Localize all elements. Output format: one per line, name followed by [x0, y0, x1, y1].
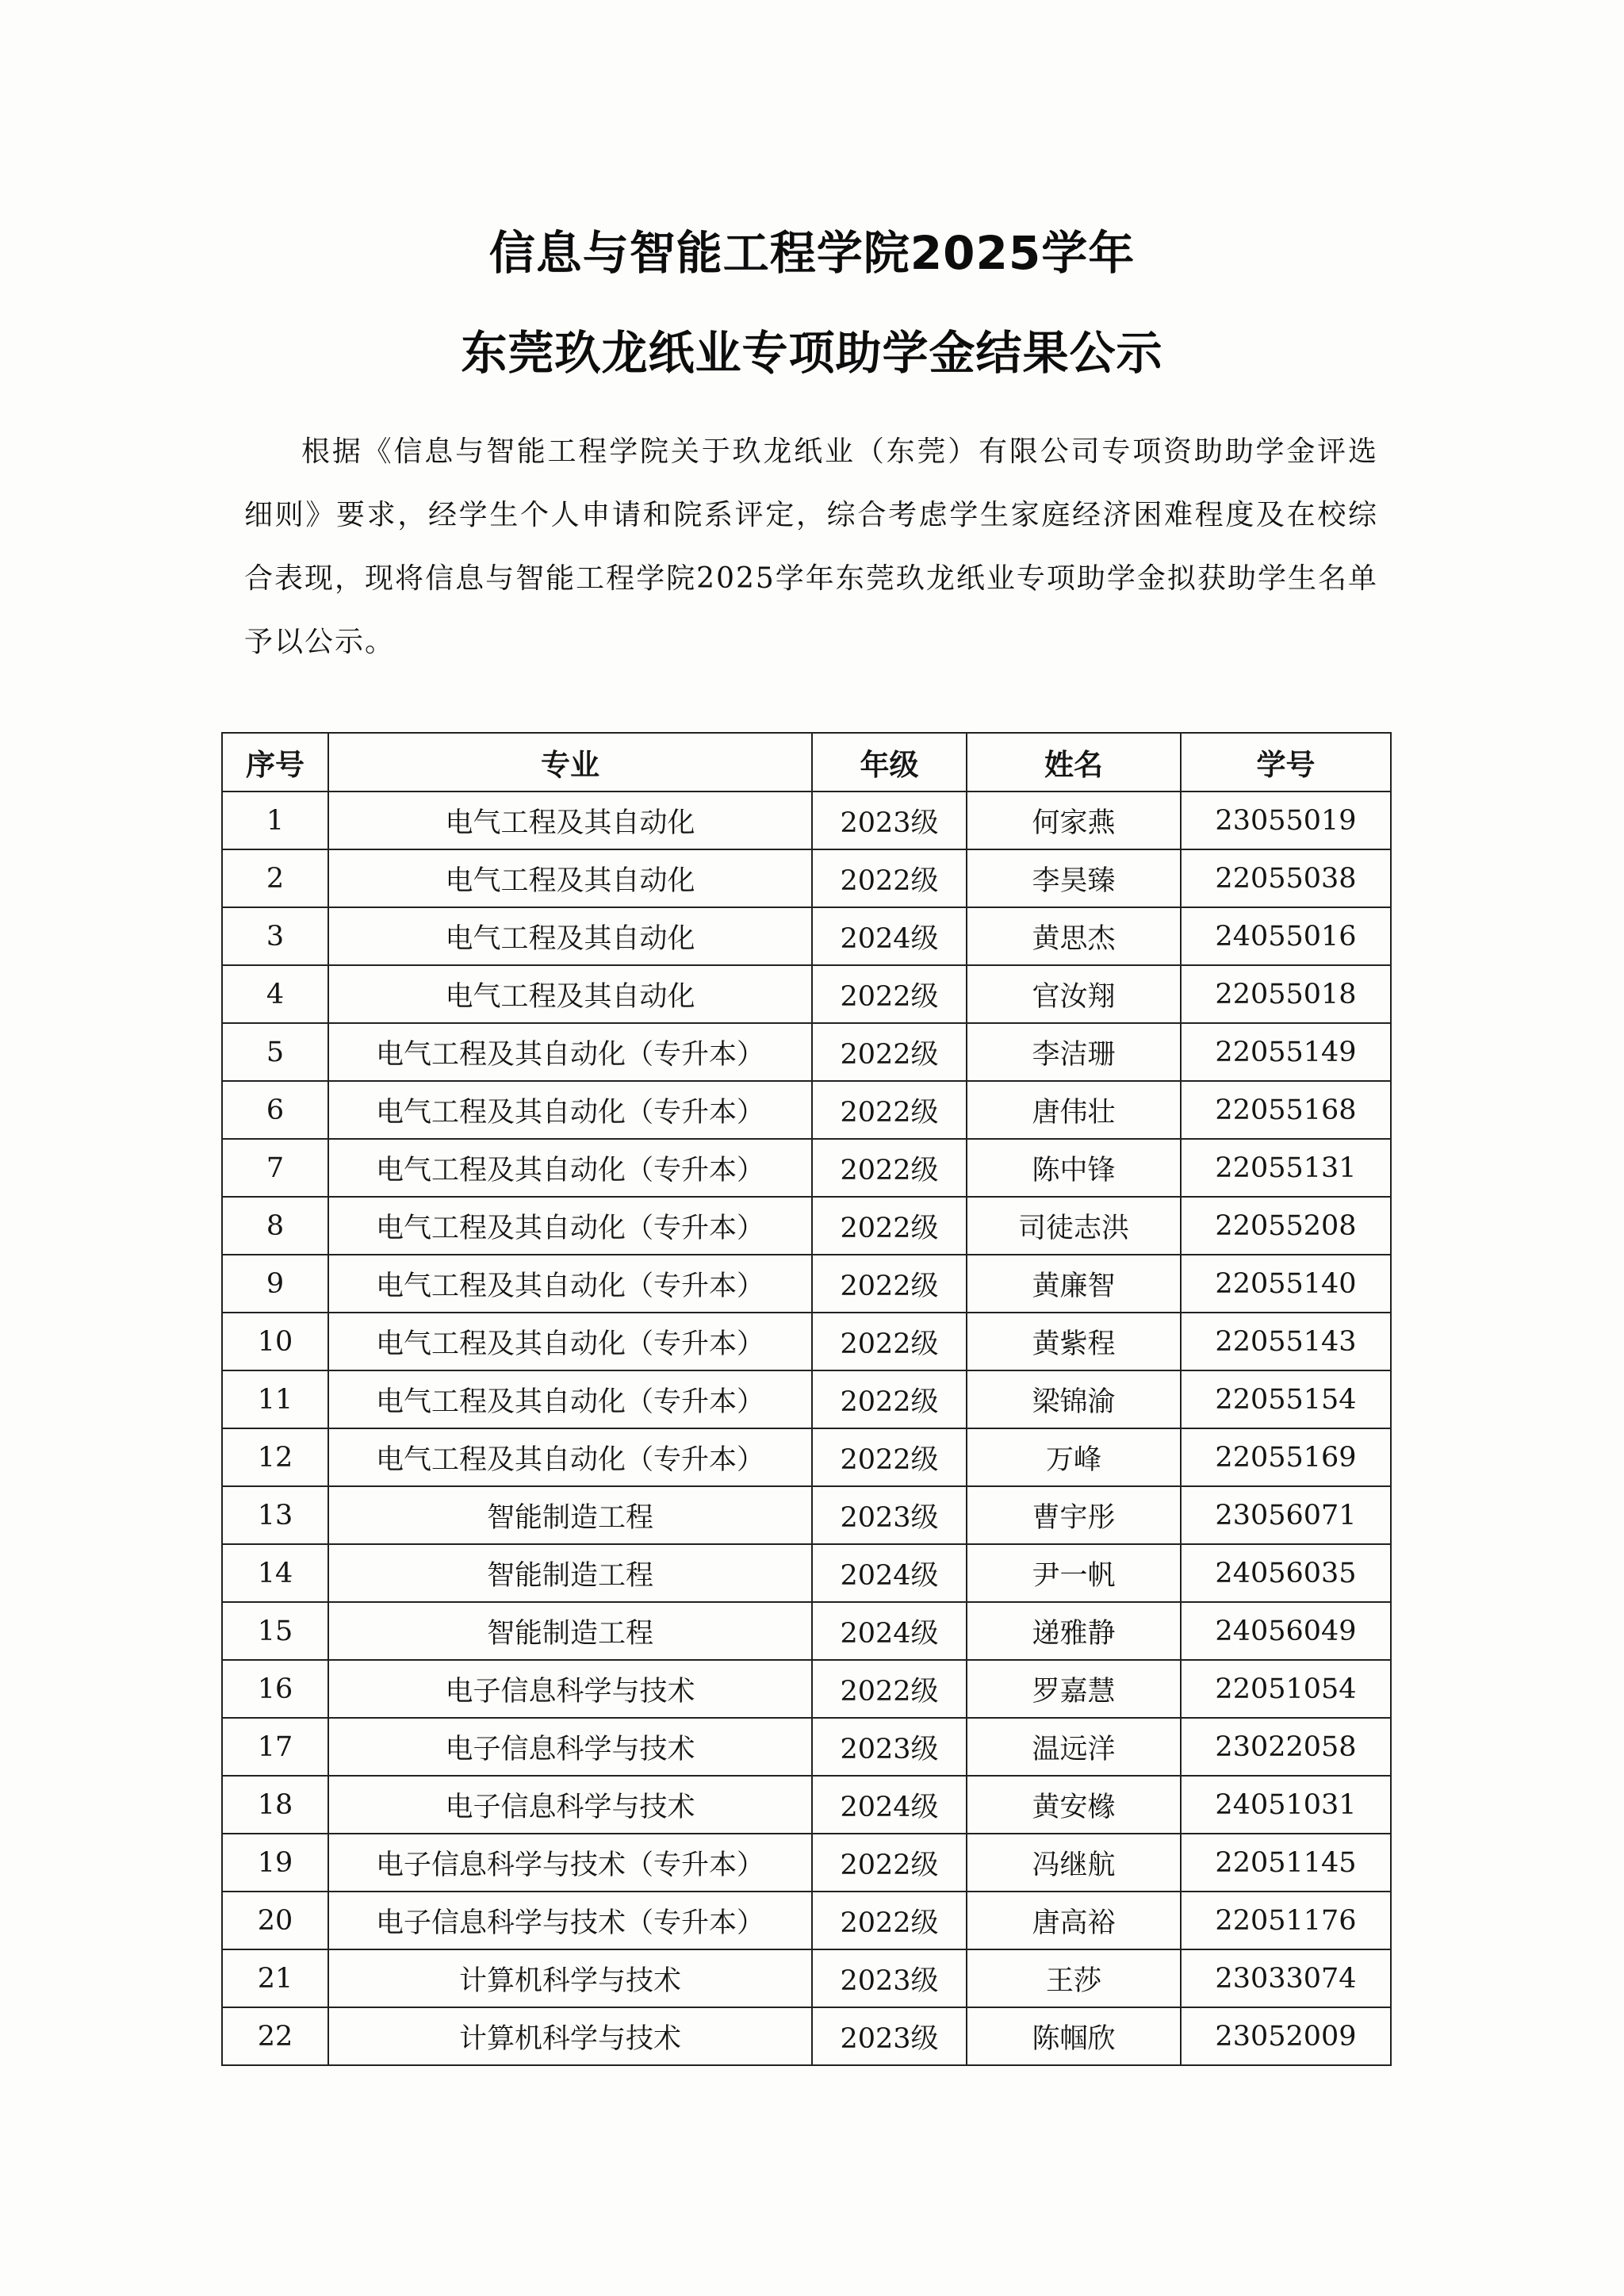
cell-no: 16 — [222, 1660, 328, 1718]
document-title-line-1: 信息与智能工程学院2025学年 — [488, 226, 1136, 280]
cell-student-id: 22055143 — [1181, 1313, 1391, 1370]
cell-major: 电气工程及其自动化 — [328, 792, 812, 849]
cell-no: 3 — [222, 907, 328, 965]
table-row — [222, 1660, 1391, 1718]
cell-student-id: 23052009 — [1181, 2007, 1391, 2065]
cell-grade: 2022级 — [812, 849, 967, 907]
cell-name: 李洁珊 — [967, 1023, 1181, 1081]
cell-grade: 2024级 — [812, 907, 967, 965]
cell-grade: 2022级 — [812, 1370, 967, 1428]
cell-major: 电子信息科学与技术（专升本） — [328, 1892, 812, 1949]
header-grade: 年级 — [812, 733, 967, 792]
cell-no: 1 — [222, 792, 328, 849]
header-student-id: 学号 — [1181, 733, 1391, 792]
cell-major: 电气工程及其自动化（专升本） — [328, 1081, 812, 1139]
cell-major: 计算机科学与技术 — [328, 2007, 812, 2065]
cell-major: 电气工程及其自动化（专升本） — [328, 1023, 812, 1081]
cell-name: 陈帼欣 — [967, 2007, 1181, 2065]
cell-student-id: 24056049 — [1181, 1602, 1391, 1660]
cell-grade: 2022级 — [812, 965, 967, 1023]
cell-student-id: 23055019 — [1181, 792, 1391, 849]
cell-name: 曹宇彤 — [967, 1486, 1181, 1544]
cell-name: 官汝翔 — [967, 965, 1181, 1023]
cell-grade: 2024级 — [812, 1602, 967, 1660]
cell-major: 智能制造工程 — [328, 1486, 812, 1544]
table-row — [222, 1949, 1391, 2007]
cell-no: 22 — [222, 2007, 328, 2065]
table-row — [222, 965, 1391, 1023]
cell-no: 6 — [222, 1081, 328, 1139]
cell-name: 黄思杰 — [967, 907, 1181, 965]
cell-no: 2 — [222, 849, 328, 907]
cell-grade: 2022级 — [812, 1313, 967, 1370]
cell-student-id: 23056071 — [1181, 1486, 1391, 1544]
cell-no: 19 — [222, 1834, 328, 1892]
cell-major: 电气工程及其自动化（专升本） — [328, 1313, 812, 1370]
cell-name: 尹一帆 — [967, 1544, 1181, 1602]
cell-major: 电子信息科学与技术 — [328, 1718, 812, 1776]
cell-major: 电气工程及其自动化 — [328, 965, 812, 1023]
cell-name: 司徒志洪 — [967, 1197, 1181, 1255]
cell-student-id: 22055208 — [1181, 1197, 1391, 1255]
cell-name: 温远洋 — [967, 1718, 1181, 1776]
cell-name: 万峰 — [967, 1428, 1181, 1486]
cell-student-id: 23022058 — [1181, 1718, 1391, 1776]
cell-major: 电气工程及其自动化 — [328, 907, 812, 965]
cell-name: 递雅静 — [967, 1602, 1181, 1660]
cell-major: 电子信息科学与技术（专升本） — [328, 1834, 812, 1892]
cell-grade: 2022级 — [812, 1197, 967, 1255]
cell-no: 18 — [222, 1776, 328, 1834]
cell-student-id: 22055169 — [1181, 1428, 1391, 1486]
document-title-line-2: 东莞玖龙纸业专项助学金结果公示 — [461, 326, 1163, 380]
cell-grade: 2022级 — [812, 1660, 967, 1718]
cell-student-id: 22051145 — [1181, 1834, 1391, 1892]
cell-grade: 2022级 — [812, 1081, 967, 1139]
cell-student-id: 24051031 — [1181, 1776, 1391, 1834]
cell-name: 黄安橼 — [967, 1776, 1181, 1834]
table-row — [222, 792, 1391, 849]
cell-no: 11 — [222, 1370, 328, 1428]
table-row — [222, 1718, 1391, 1776]
cell-student-id: 22055154 — [1181, 1370, 1391, 1428]
header-major: 专业 — [328, 733, 812, 792]
table-row — [222, 1081, 1391, 1139]
cell-grade: 2022级 — [812, 1892, 967, 1949]
table-row — [222, 1428, 1391, 1486]
cell-no: 8 — [222, 1197, 328, 1255]
table-row — [222, 1197, 1391, 1255]
cell-student-id: 22055131 — [1181, 1139, 1391, 1197]
cell-major: 电气工程及其自动化（专升本） — [328, 1370, 812, 1428]
cell-grade: 2022级 — [812, 1023, 967, 1081]
cell-student-id: 22051054 — [1181, 1660, 1391, 1718]
cell-grade: 2024级 — [812, 1544, 967, 1602]
cell-student-id: 22055140 — [1181, 1255, 1391, 1313]
cell-no: 21 — [222, 1949, 328, 2007]
cell-name: 陈中锋 — [967, 1139, 1181, 1197]
cell-name: 黄紫程 — [967, 1313, 1181, 1370]
cell-major: 智能制造工程 — [328, 1602, 812, 1660]
table-row — [222, 1776, 1391, 1834]
cell-major: 电气工程及其自动化 — [328, 849, 812, 907]
cell-major: 电子信息科学与技术 — [328, 1660, 812, 1718]
table-row — [222, 1370, 1391, 1428]
cell-grade: 2023级 — [812, 1718, 967, 1776]
cell-no: 20 — [222, 1892, 328, 1949]
table-row — [222, 1313, 1391, 1370]
cell-no: 15 — [222, 1602, 328, 1660]
cell-major: 电气工程及其自动化（专升本） — [328, 1197, 812, 1255]
cell-name: 冯继航 — [967, 1834, 1181, 1892]
cell-no: 10 — [222, 1313, 328, 1370]
cell-grade: 2023级 — [812, 792, 967, 849]
cell-student-id: 22055168 — [1181, 1081, 1391, 1139]
cell-no: 4 — [222, 965, 328, 1023]
cell-no: 17 — [222, 1718, 328, 1776]
cell-grade: 2022级 — [812, 1255, 967, 1313]
table-row — [222, 2007, 1391, 2065]
cell-student-id: 22055149 — [1181, 1023, 1391, 1081]
cell-name: 王莎 — [967, 1949, 1181, 2007]
cell-no: 12 — [222, 1428, 328, 1486]
table-header-row — [222, 733, 1391, 792]
cell-major: 电气工程及其自动化（专升本） — [328, 1255, 812, 1313]
cell-grade: 2022级 — [812, 1428, 967, 1486]
cell-name: 罗嘉慧 — [967, 1660, 1181, 1718]
recipient-table — [221, 732, 1392, 2066]
table-row — [222, 1255, 1391, 1313]
table-body — [222, 792, 1391, 2065]
cell-grade: 2024级 — [812, 1776, 967, 1834]
table-row — [222, 1486, 1391, 1544]
cell-grade: 2023级 — [812, 2007, 967, 2065]
cell-student-id: 24056035 — [1181, 1544, 1391, 1602]
cell-student-id: 23033074 — [1181, 1949, 1391, 2007]
cell-grade: 2023级 — [812, 1486, 967, 1544]
cell-major: 智能制造工程 — [328, 1544, 812, 1602]
cell-no: 13 — [222, 1486, 328, 1544]
table-row — [222, 1139, 1391, 1197]
cell-student-id: 22055038 — [1181, 849, 1391, 907]
cell-name: 梁锦渝 — [967, 1370, 1181, 1428]
header-no: 序号 — [222, 733, 328, 792]
table-row — [222, 907, 1391, 965]
cell-name: 唐高裕 — [967, 1892, 1181, 1949]
table-row — [222, 1602, 1391, 1660]
cell-name: 黄廉智 — [967, 1255, 1181, 1313]
cell-no: 7 — [222, 1139, 328, 1197]
table-row — [222, 1544, 1391, 1602]
cell-no: 14 — [222, 1544, 328, 1602]
table-row — [222, 1834, 1391, 1892]
cell-grade: 2023级 — [812, 1949, 967, 2007]
table-row — [222, 1023, 1391, 1081]
cell-major: 电子信息科学与技术 — [328, 1776, 812, 1834]
cell-major: 计算机科学与技术 — [328, 1949, 812, 2007]
cell-name: 唐伟壮 — [967, 1081, 1181, 1139]
cell-grade: 2022级 — [812, 1139, 967, 1197]
cell-grade: 2022级 — [812, 1834, 967, 1892]
table-row — [222, 1892, 1391, 1949]
cell-student-id: 22051176 — [1181, 1892, 1391, 1949]
intro-paragraph: 根据《信息与智能工程学院关于玖龙纸业（东莞）有限公司专项资助助学金评选细则》要求，经学生个人申请和院系评定，综合考虑学生家庭经济困难程度及在校综合表现，现将信息与智能工程学院2025学年东莞玖龙纸业专项助学金拟获助学生名单予以公示。 — [244, 435, 1378, 658]
cell-name: 李昊臻 — [967, 849, 1181, 907]
cell-major: 电气工程及其自动化（专升本） — [328, 1139, 812, 1197]
cell-student-id: 24055016 — [1181, 907, 1391, 965]
cell-name: 何家燕 — [967, 792, 1181, 849]
header-name: 姓名 — [967, 733, 1181, 792]
cell-no: 5 — [222, 1023, 328, 1081]
cell-major: 电气工程及其自动化（专升本） — [328, 1428, 812, 1486]
cell-no: 9 — [222, 1255, 328, 1313]
cell-student-id: 22055018 — [1181, 965, 1391, 1023]
table-row — [222, 849, 1391, 907]
